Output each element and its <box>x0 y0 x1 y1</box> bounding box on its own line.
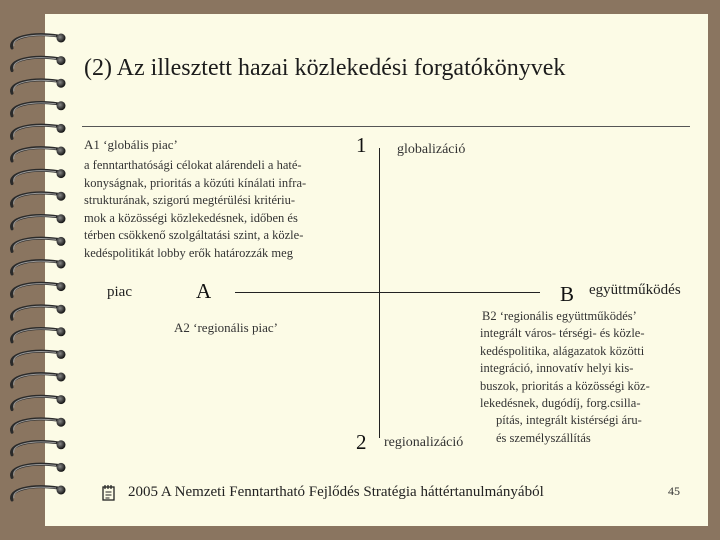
b2-line: integráció, innovatív helyi kis- <box>480 361 634 376</box>
scenario-a1-label: A1 ‘globális piac’ <box>84 137 178 152</box>
axis-letter-b: B <box>560 282 575 306</box>
b2-line: B2 ‘regionális együttműködés’ <box>482 309 637 323</box>
horizontal-axis <box>235 292 540 293</box>
b2-line: pítás, integrált kistérségi áru- <box>496 413 642 428</box>
b2-line: és személyszállítás <box>496 430 591 445</box>
slide-title: (2) Az illesztett hazai közlekedési forgatókönyvek <box>84 55 566 81</box>
footer-source: 2005 A Nemzeti Fenntartható Fejlődés Stratégia háttértanulmányából <box>128 484 544 500</box>
b2-line: kedéspolitika, alágazatok közötti <box>480 343 645 358</box>
axis-number-top: 1 <box>356 133 367 157</box>
axis-letter-a: A <box>196 279 212 303</box>
scenario-a1-description <box>84 157 306 263</box>
a1-line: kedéspolitikát lobby erők határozzák meg <box>84 245 293 260</box>
axis-label-cooperation: együttműködés <box>589 282 681 298</box>
a1-line: strukturának, szigorú megtérülési kritériu- <box>84 193 296 208</box>
axis-label-globalization: globalizáció <box>397 142 466 157</box>
b2-line: lekedésnek, dugódíj, forg.csilla- <box>480 396 641 411</box>
scenario-a2-label: A2 ‘regionális piac’ <box>174 320 278 335</box>
axis-number-bottom: 2 <box>356 430 367 454</box>
spiral-binding-icon <box>0 0 80 540</box>
b2-line: buszok, prioritás a közösségi köz- <box>480 378 650 393</box>
notebook-page <box>45 14 708 526</box>
a1-line: térben csökkenő szolgáltatási szint, a közle- <box>84 228 304 243</box>
scenario-b2-description <box>480 308 650 447</box>
vertical-axis <box>379 148 380 438</box>
a1-line: a fenntarthatósági célokat alárendeli a haté- <box>84 158 302 172</box>
axis-label-market: piac <box>107 284 132 300</box>
page-number: 45 <box>668 484 680 498</box>
title-divider <box>82 126 690 127</box>
axis-label-regionalization: regionalizáció <box>384 435 464 450</box>
a1-line: konyságnak, prioritás a közúti kínálati infra- <box>84 175 307 190</box>
a1-line: mok a közösségi közlekedésnek, időben és <box>84 210 298 225</box>
b2-line: integrált város- térségi- és közle- <box>480 326 645 341</box>
notepad-bullet-icon <box>101 484 117 502</box>
